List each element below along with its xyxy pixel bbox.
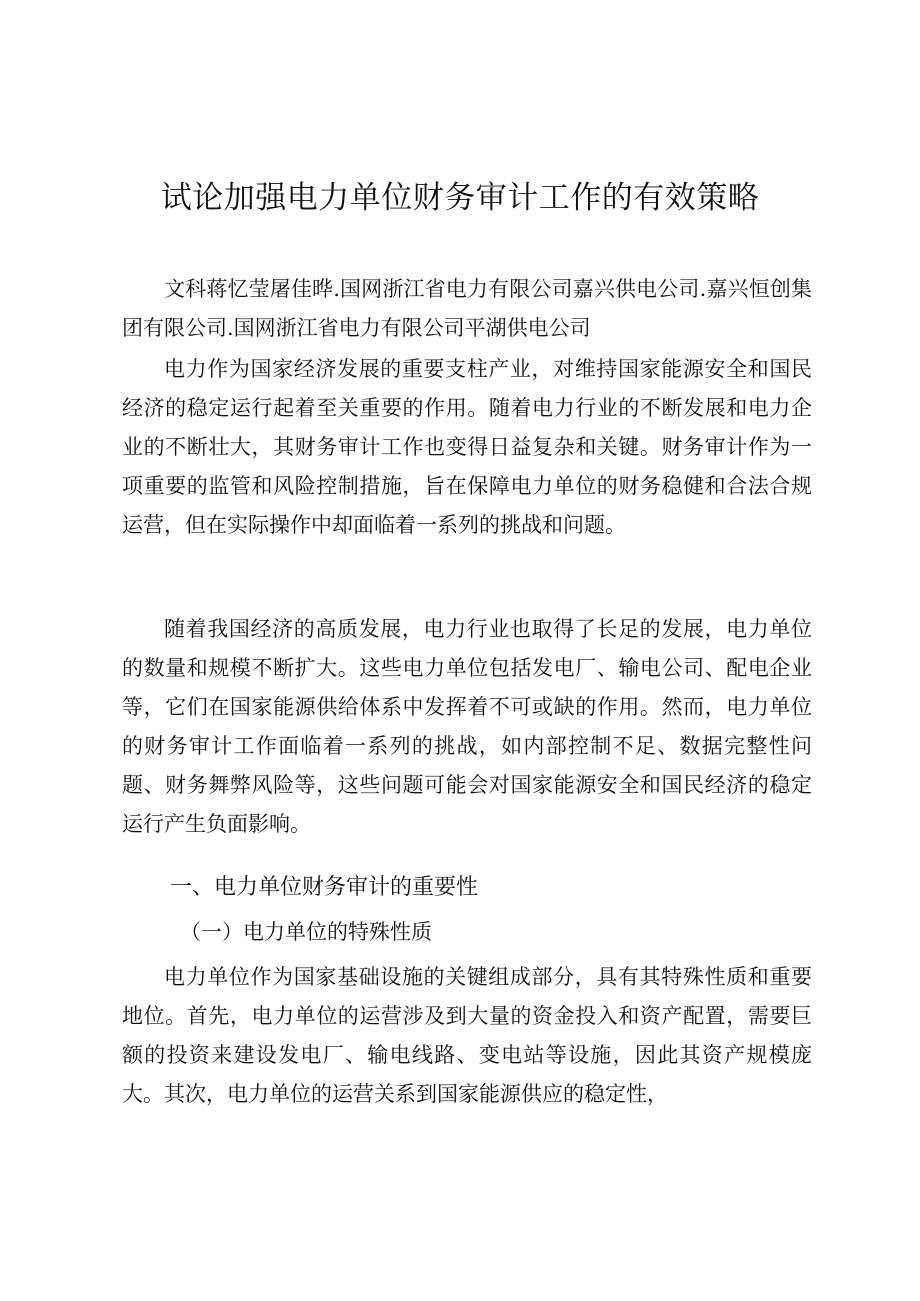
background-paragraph: 随着我国经济的高质发展，电力行业也取得了长足的发展，电力单位的数量和规模不断扩大。这些电力单位包括发电厂、输电公司、配电企业等，它们在国家能源供给体系中发挥着不可或缺的作用。然而，电力单位的财务审计工作面临着一系列的挑战，如内部控制不足、数据完整性问题、财务舞弊风险等，这些问题可能会对国家能源安全和国民经济的稳定运行产生负面影响。 <box>122 617 812 836</box>
section-heading: 一、电力单位财务审计的重要性 <box>170 875 479 900</box>
intro-paragraph: 电力作为国家经济发展的重要支柱产业，对维持国家能源安全和国民经济的稳定运行起着至关重要的作用。随着电力行业的不断发展和电力企业的不断壮大，其财务审计工作也变得日益复杂和关键。财务审计作为一项重要的监管和风险控制措施，旨在保障电力单位的财务稳健和合法合规运营，但在实际操作中却面临着一系列的挑战和问题。 <box>122 357 812 537</box>
intro-paragraph-block <box>122 350 812 545</box>
background-paragraph-block <box>122 610 812 844</box>
document-title: 试论加强电力单位财务审计工作的有效策略 <box>160 180 760 216</box>
author-affiliation: 文科蒋忆莹屠佳晔.国网浙江省电力有限公司嘉兴供电公司.嘉兴恒创集团有限公司.国网浙江省电力有限公司平湖供电公司 <box>122 277 812 340</box>
author-affiliation-block <box>122 270 812 348</box>
subsection-heading: （一）电力单位的特殊性质 <box>180 920 432 944</box>
section-paragraph: 电力单位作为国家基础设施的关键组成部分，具有其特殊性质和重要地位。首先，电力单位的运营涉及到大量的资金投入和资产配置，需要巨额的投资来建设发电厂、输电线路、变电站等设施，因此其资产规模庞大。其次，电力单位的运营关系到国家能源供应的稳定性， <box>122 965 812 1106</box>
section-paragraph-block <box>122 958 812 1114</box>
